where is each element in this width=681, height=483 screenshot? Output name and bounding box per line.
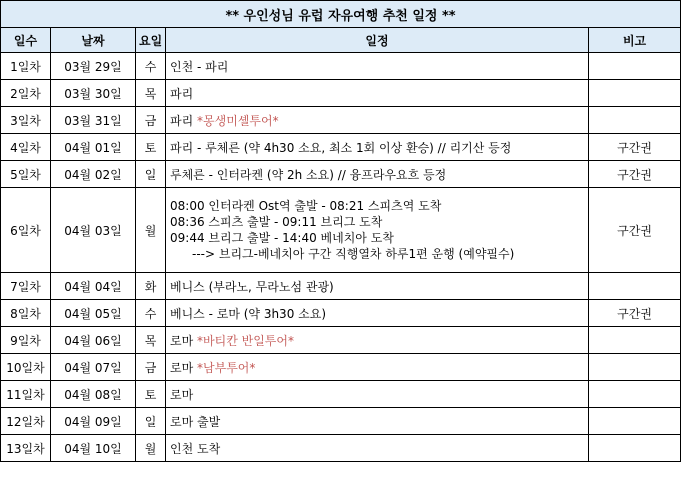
table-row	[1, 381, 681, 408]
date-cell[interactable]: 04월 01일	[51, 134, 136, 161]
table-row	[1, 188, 681, 273]
weekday-cell[interactable]: 수	[136, 53, 166, 80]
note-cell[interactable]	[589, 381, 681, 408]
weekday-cell[interactable]: 금	[136, 354, 166, 381]
day-cell[interactable]: 10일차	[1, 354, 51, 381]
day-cell[interactable]: 2일차	[1, 80, 51, 107]
plan-cell[interactable]	[166, 134, 589, 161]
date-cell[interactable]: 04월 06일	[51, 327, 136, 354]
date-cell[interactable]: 04월 03일	[51, 188, 136, 273]
plan-cell[interactable]	[166, 300, 589, 327]
plan-cell[interactable]	[166, 53, 589, 80]
day-cell[interactable]: 5일차	[1, 161, 51, 188]
note-cell[interactable]	[589, 80, 681, 107]
weekday-cell[interactable]: 월	[136, 435, 166, 462]
day-cell[interactable]: 7일차	[1, 273, 51, 300]
header-plan[interactable]: 일정	[166, 28, 589, 53]
date-cell[interactable]: 04월 02일	[51, 161, 136, 188]
date-cell[interactable]: 04월 08일	[51, 381, 136, 408]
note-cell[interactable]	[589, 435, 681, 462]
note-cell[interactable]	[589, 107, 681, 134]
plan-cell[interactable]	[166, 161, 589, 188]
date-cell[interactable]: 03월 29일	[51, 53, 136, 80]
weekday-cell[interactable]: 화	[136, 273, 166, 300]
weekday-cell[interactable]: 월	[136, 188, 166, 273]
weekday-cell[interactable]: 일	[136, 161, 166, 188]
date-cell[interactable]: 04월 09일	[51, 408, 136, 435]
date-cell[interactable]: 03월 30일	[51, 80, 136, 107]
day-cell[interactable]: 8일차	[1, 300, 51, 327]
weekday-cell[interactable]: 토	[136, 381, 166, 408]
plan-text: 베니스 - 로마 (약 3h30 소요)	[170, 306, 327, 321]
header-weekday[interactable]: 요일	[136, 28, 166, 53]
table-row	[1, 80, 681, 107]
day-cell[interactable]: 9일차	[1, 327, 51, 354]
table-row	[1, 161, 681, 188]
day-cell[interactable]: 13일차	[1, 435, 51, 462]
note-cell[interactable]	[589, 408, 681, 435]
weekday-cell[interactable]: 토	[136, 134, 166, 161]
note-cell[interactable]	[589, 354, 681, 381]
plan-cell[interactable]	[166, 273, 589, 300]
table-row	[1, 435, 681, 462]
note-cell[interactable]: 구간권	[589, 134, 681, 161]
note-cell[interactable]	[589, 273, 681, 300]
weekday-cell[interactable]: 목	[136, 80, 166, 107]
header-note[interactable]: 비고	[589, 28, 681, 53]
date-cell[interactable]: 04월 05일	[51, 300, 136, 327]
plan-cell[interactable]	[166, 354, 589, 381]
header-date[interactable]: 날짜	[51, 28, 136, 53]
header-day[interactable]: 일수	[1, 28, 51, 53]
note-cell[interactable]	[589, 53, 681, 80]
plan-text: 파리	[170, 86, 194, 101]
day-cell[interactable]: 1일차	[1, 53, 51, 80]
note-cell[interactable]	[589, 327, 681, 354]
plan-line: 08:36 스피츠 출발 - 09:11 브리그 도착	[170, 215, 383, 229]
plan-text: 로마 출발	[170, 414, 221, 429]
weekday-cell[interactable]: 금	[136, 107, 166, 134]
day-cell[interactable]: 12일차	[1, 408, 51, 435]
weekday-cell[interactable]: 일	[136, 408, 166, 435]
plan-cell[interactable]	[166, 327, 589, 354]
date-cell[interactable]: 04월 10일	[51, 435, 136, 462]
table-row	[1, 327, 681, 354]
plan-text: 루체른 - 인터라켄 (약 2h 소요) // 융프라우요흐 등정	[170, 167, 447, 182]
header-row	[1, 28, 681, 53]
weekday-cell[interactable]: 목	[136, 327, 166, 354]
tour-text: *바티칸 반일투어*	[197, 333, 294, 348]
plan-cell[interactable]	[166, 188, 589, 273]
plan-text: 로마	[170, 387, 194, 402]
date-cell[interactable]: 04월 04일	[51, 273, 136, 300]
note-cell[interactable]: 구간권	[589, 161, 681, 188]
plan-text: 베니스 (부라노, 무라노섬 관광)	[170, 279, 334, 294]
day-cell[interactable]: 11일차	[1, 381, 51, 408]
plan-text: 인천 도착	[170, 441, 221, 456]
itinerary-title[interactable]: ** 우인성님 유럽 자유여행 추천 일정 **	[1, 1, 681, 28]
plan-text: 인천 - 파리	[170, 59, 229, 74]
day-cell[interactable]: 6일차	[1, 188, 51, 273]
plan-cell[interactable]	[166, 381, 589, 408]
day-cell[interactable]: 3일차	[1, 107, 51, 134]
table-row	[1, 408, 681, 435]
plan-line: ---> 브리그-베네치아 구간 직행열차 하루1편 운행 (예약필수)	[192, 247, 515, 261]
table-row	[1, 273, 681, 300]
title-row	[1, 1, 681, 28]
plan-cell[interactable]	[166, 408, 589, 435]
table-row	[1, 53, 681, 80]
plan-line: 08:00 인터라켄 Ost역 출발 - 08:21 스피츠역 도착	[170, 199, 442, 213]
plan-line: 09:44 브리그 출발 - 14:40 베네치아 도착	[170, 231, 394, 245]
note-cell[interactable]: 구간권	[589, 188, 681, 273]
tour-text: *남부투어*	[197, 360, 256, 375]
table-row	[1, 300, 681, 327]
plan-cell[interactable]	[166, 435, 589, 462]
table-row	[1, 107, 681, 134]
plan-cell[interactable]	[166, 80, 589, 107]
date-cell[interactable]: 04월 07일	[51, 354, 136, 381]
plan-text: 로마	[170, 333, 194, 348]
date-cell[interactable]: 03월 31일	[51, 107, 136, 134]
plan-text: 파리	[170, 113, 194, 128]
plan-text: 로마	[170, 360, 194, 375]
tour-text: *몽생미셸투어*	[197, 113, 279, 128]
plan-cell[interactable]	[166, 107, 589, 134]
weekday-cell[interactable]: 수	[136, 300, 166, 327]
table-row	[1, 354, 681, 381]
table-row	[1, 134, 681, 161]
day-cell[interactable]: 4일차	[1, 134, 51, 161]
plan-text: 파리 - 루체른 (약 4h30 소요, 최소 1회 이상 환승) // 리기산 등정	[170, 140, 512, 155]
note-cell[interactable]: 구간권	[589, 300, 681, 327]
